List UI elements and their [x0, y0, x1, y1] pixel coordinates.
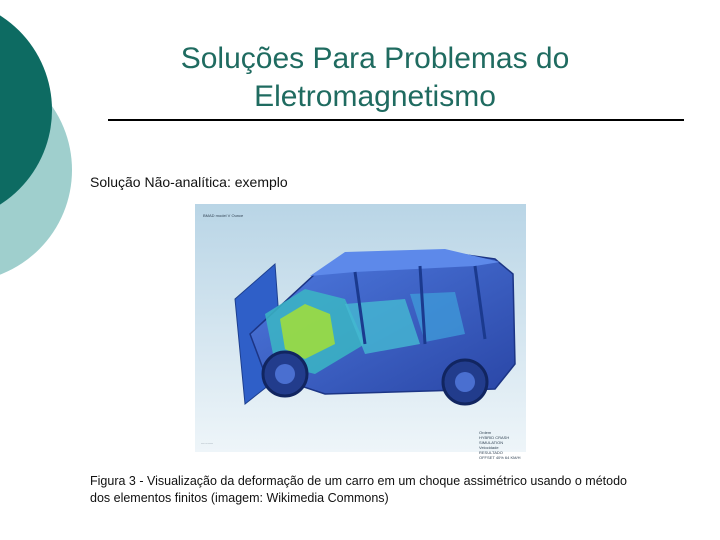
- figure-top-label: BMAD model V Ounce: [203, 213, 244, 218]
- slide-subtitle: Solução Não-analítica: exemplo: [90, 174, 288, 190]
- figure-legend: [479, 430, 526, 460]
- decorative-circles: [0, 0, 100, 290]
- legend-line: Velocidade: [479, 445, 499, 450]
- legend-line: Ordem: [479, 430, 492, 435]
- legend-line: RESULTADO: [479, 450, 503, 455]
- legend-line: HYBRID CRASH SIMULATION: [479, 435, 510, 445]
- figure-caption: Figura 3 - Visualização da deformação de um carro em um choque assimétrico usando o método dos elementos finitos (imagem: Wikimedia Commons): [90, 474, 627, 505]
- slide-title: Soluções Para Problemas do Eletromagnetismo: [180, 42, 570, 113]
- crash-simulation-image: [195, 204, 526, 460]
- figure-bottom-left-label: ...........: [201, 440, 214, 445]
- title-underline: [108, 119, 684, 121]
- legend-line: OFFSET 40% 64 KM/H: [479, 455, 521, 460]
